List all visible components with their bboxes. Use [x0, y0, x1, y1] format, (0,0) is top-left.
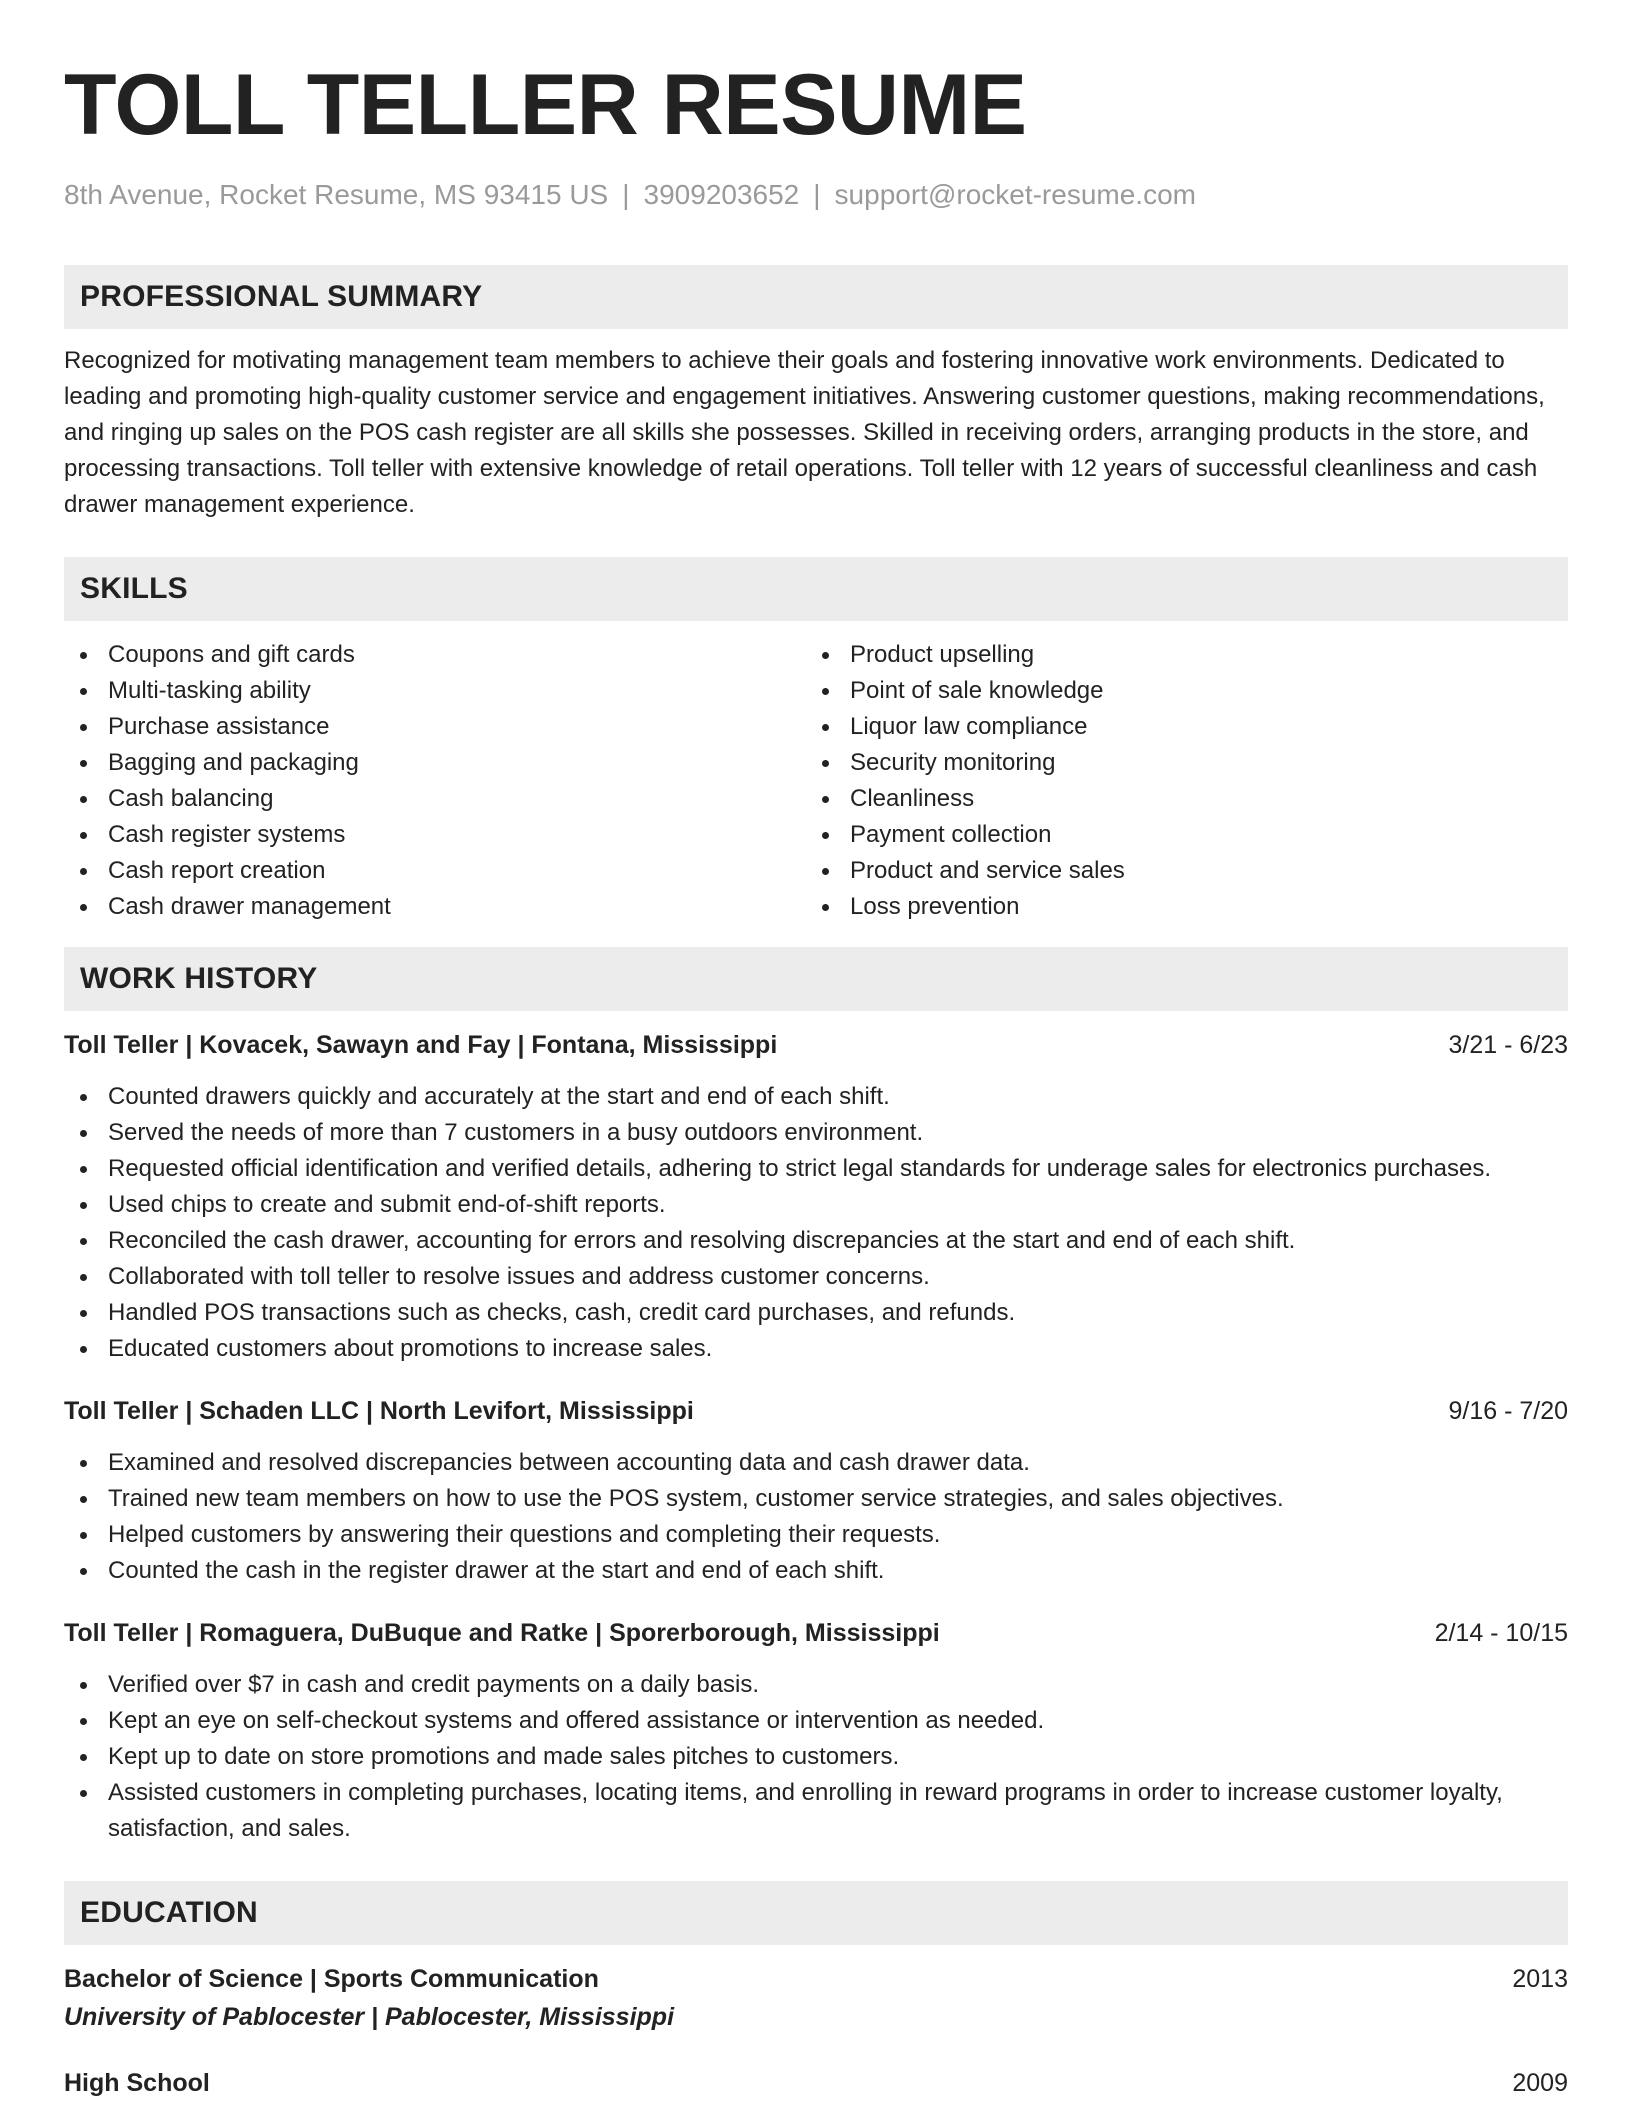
job-bullet: Counted drawers quickly and accurately at the start and end of each shift. — [64, 1079, 1568, 1115]
job-bullets — [64, 1667, 1568, 1847]
education-degree: Bachelor of Science | Sports Communication — [64, 1965, 599, 1993]
skill-item: Cash balancing — [64, 781, 806, 817]
section-header-skills: SKILLS — [64, 557, 1568, 621]
job-bullet: Collaborated with toll teller to resolve issues and address customer concerns. — [64, 1259, 1568, 1295]
skill-item: Multi-tasking ability — [64, 673, 806, 709]
job-title: Toll Teller | Romaguera, DuBuque and Ratke | Sporerborough, Mississippi — [64, 1619, 940, 1647]
skill-item: Security monitoring — [806, 745, 1548, 781]
job-title: Toll Teller | Schaden LLC | North Levifort, Mississippi — [64, 1397, 694, 1425]
job-title: Toll Teller | Kovacek, Sawayn and Fay | Fontana, Mississippi — [64, 1031, 778, 1059]
contact-phone: 3909203652 — [643, 179, 800, 210]
job-entry — [64, 1615, 1568, 1847]
summary-text: Recognized for motivating management team members to achieve their goals and fostering innovative work environments. Dedicated to leading and promoting high-quality customer service and engagement initiatives. Answering customer questions, making recommendations, and ringing up sales on the POS cash register are all skills she possesses. Skilled in receiving orders, arranging products in the store, and processing transactions. Toll teller with extensive knowledge of retail operations. Toll teller with 12 years of successful cleanliness and cash drawer management experience. — [64, 347, 1545, 518]
contact-email: support@rocket-resume.com — [834, 179, 1196, 210]
skills-column-right — [806, 637, 1548, 925]
skill-item: Point of sale knowledge — [806, 673, 1548, 709]
job-dates: 2/14 - 10/15 — [1434, 1619, 1568, 1647]
skill-item: Coupons and gift cards — [64, 637, 806, 673]
skill-item: Cash drawer management — [64, 889, 806, 925]
job-bullet: Handled POS transactions such as checks, cash, credit card purchases, and refunds. — [64, 1295, 1568, 1331]
education-year: 2013 — [1512, 1965, 1568, 1993]
skill-item: Cash register systems — [64, 817, 806, 853]
job-bullet: Kept an eye on self-checkout systems and offered assistance or intervention as needed. — [64, 1703, 1568, 1739]
skills-list — [64, 637, 1568, 925]
education-header — [64, 1961, 1568, 1997]
education-header — [64, 2065, 1568, 2101]
skills-column-left — [64, 637, 806, 925]
job-bullet: Educated customers about promotions to increase sales. — [64, 1331, 1568, 1367]
job-bullet: Reconciled the cash drawer, accounting for errors and resolving discrepancies at the start and end of each shift. — [64, 1223, 1568, 1259]
job-header — [64, 1615, 1568, 1651]
education-school: University of Pablocester | Pablocester, Mississippi — [64, 2003, 675, 2031]
job-header — [64, 1393, 1568, 1429]
resume-page — [64, 0, 1568, 2101]
job-bullets — [64, 1079, 1568, 1367]
job-entry — [64, 1393, 1568, 1589]
job-header — [64, 1027, 1568, 1063]
skill-item: Product upselling — [806, 637, 1548, 673]
job-bullet: Requested official identification and verified details, adhering to strict legal standards for underage sales for electronics purchases. — [64, 1151, 1568, 1187]
job-bullets — [64, 1445, 1568, 1589]
education-entry — [64, 2065, 1568, 2101]
contact-separator: | — [813, 179, 821, 210]
contact-line — [64, 177, 1568, 213]
education-entry — [64, 1961, 1568, 2035]
education-year: 2009 — [1512, 2069, 1568, 2097]
job-bullet: Assisted customers in completing purchases, locating items, and enrolling in reward programs in order to increase customer loyalty, satisfaction, and sales. — [64, 1775, 1568, 1847]
job-bullet: Used chips to create and submit end-of-shift reports. — [64, 1187, 1568, 1223]
skill-item: Product and service sales — [806, 853, 1548, 889]
skill-item: Payment collection — [806, 817, 1548, 853]
job-bullet: Kept up to date on store promotions and made sales pitches to customers. — [64, 1739, 1568, 1775]
job-bullet: Helped customers by answering their questions and completing their requests. — [64, 1517, 1568, 1553]
skill-item: Cash report creation — [64, 853, 806, 889]
job-bullet: Counted the cash in the register drawer at the start and end of each shift. — [64, 1553, 1568, 1589]
education-degree: High School — [64, 2069, 210, 2097]
skill-item: Liquor law compliance — [806, 709, 1548, 745]
job-bullet: Served the needs of more than 7 customers in a busy outdoors environment. — [64, 1115, 1568, 1151]
section-header-work-history: WORK HISTORY — [64, 947, 1568, 1011]
section-header-education: EDUCATION — [64, 1881, 1568, 1945]
skill-item: Loss prevention — [806, 889, 1548, 925]
skill-item: Bagging and packaging — [64, 745, 806, 781]
job-dates: 3/21 - 6/23 — [1448, 1031, 1568, 1059]
job-bullet: Examined and resolved discrepancies between accounting data and cash drawer data. — [64, 1445, 1568, 1481]
resume-title: TOLL TELLER RESUME — [64, 57, 1027, 153]
job-bullet: Trained new team members on how to use the POS system, customer service strategies, and sales objectives. — [64, 1481, 1568, 1517]
job-bullet: Verified over $7 in cash and credit payments on a daily basis. — [64, 1667, 1568, 1703]
job-dates: 9/16 - 7/20 — [1448, 1397, 1568, 1425]
contact-separator: | — [622, 179, 630, 210]
section-header-summary: PROFESSIONAL SUMMARY — [64, 265, 1568, 329]
job-entry — [64, 1027, 1568, 1367]
contact-address: 8th Avenue, Rocket Resume, MS 93415 US — [64, 179, 609, 210]
skill-item: Cleanliness — [806, 781, 1548, 817]
skill-item: Purchase assistance — [64, 709, 806, 745]
